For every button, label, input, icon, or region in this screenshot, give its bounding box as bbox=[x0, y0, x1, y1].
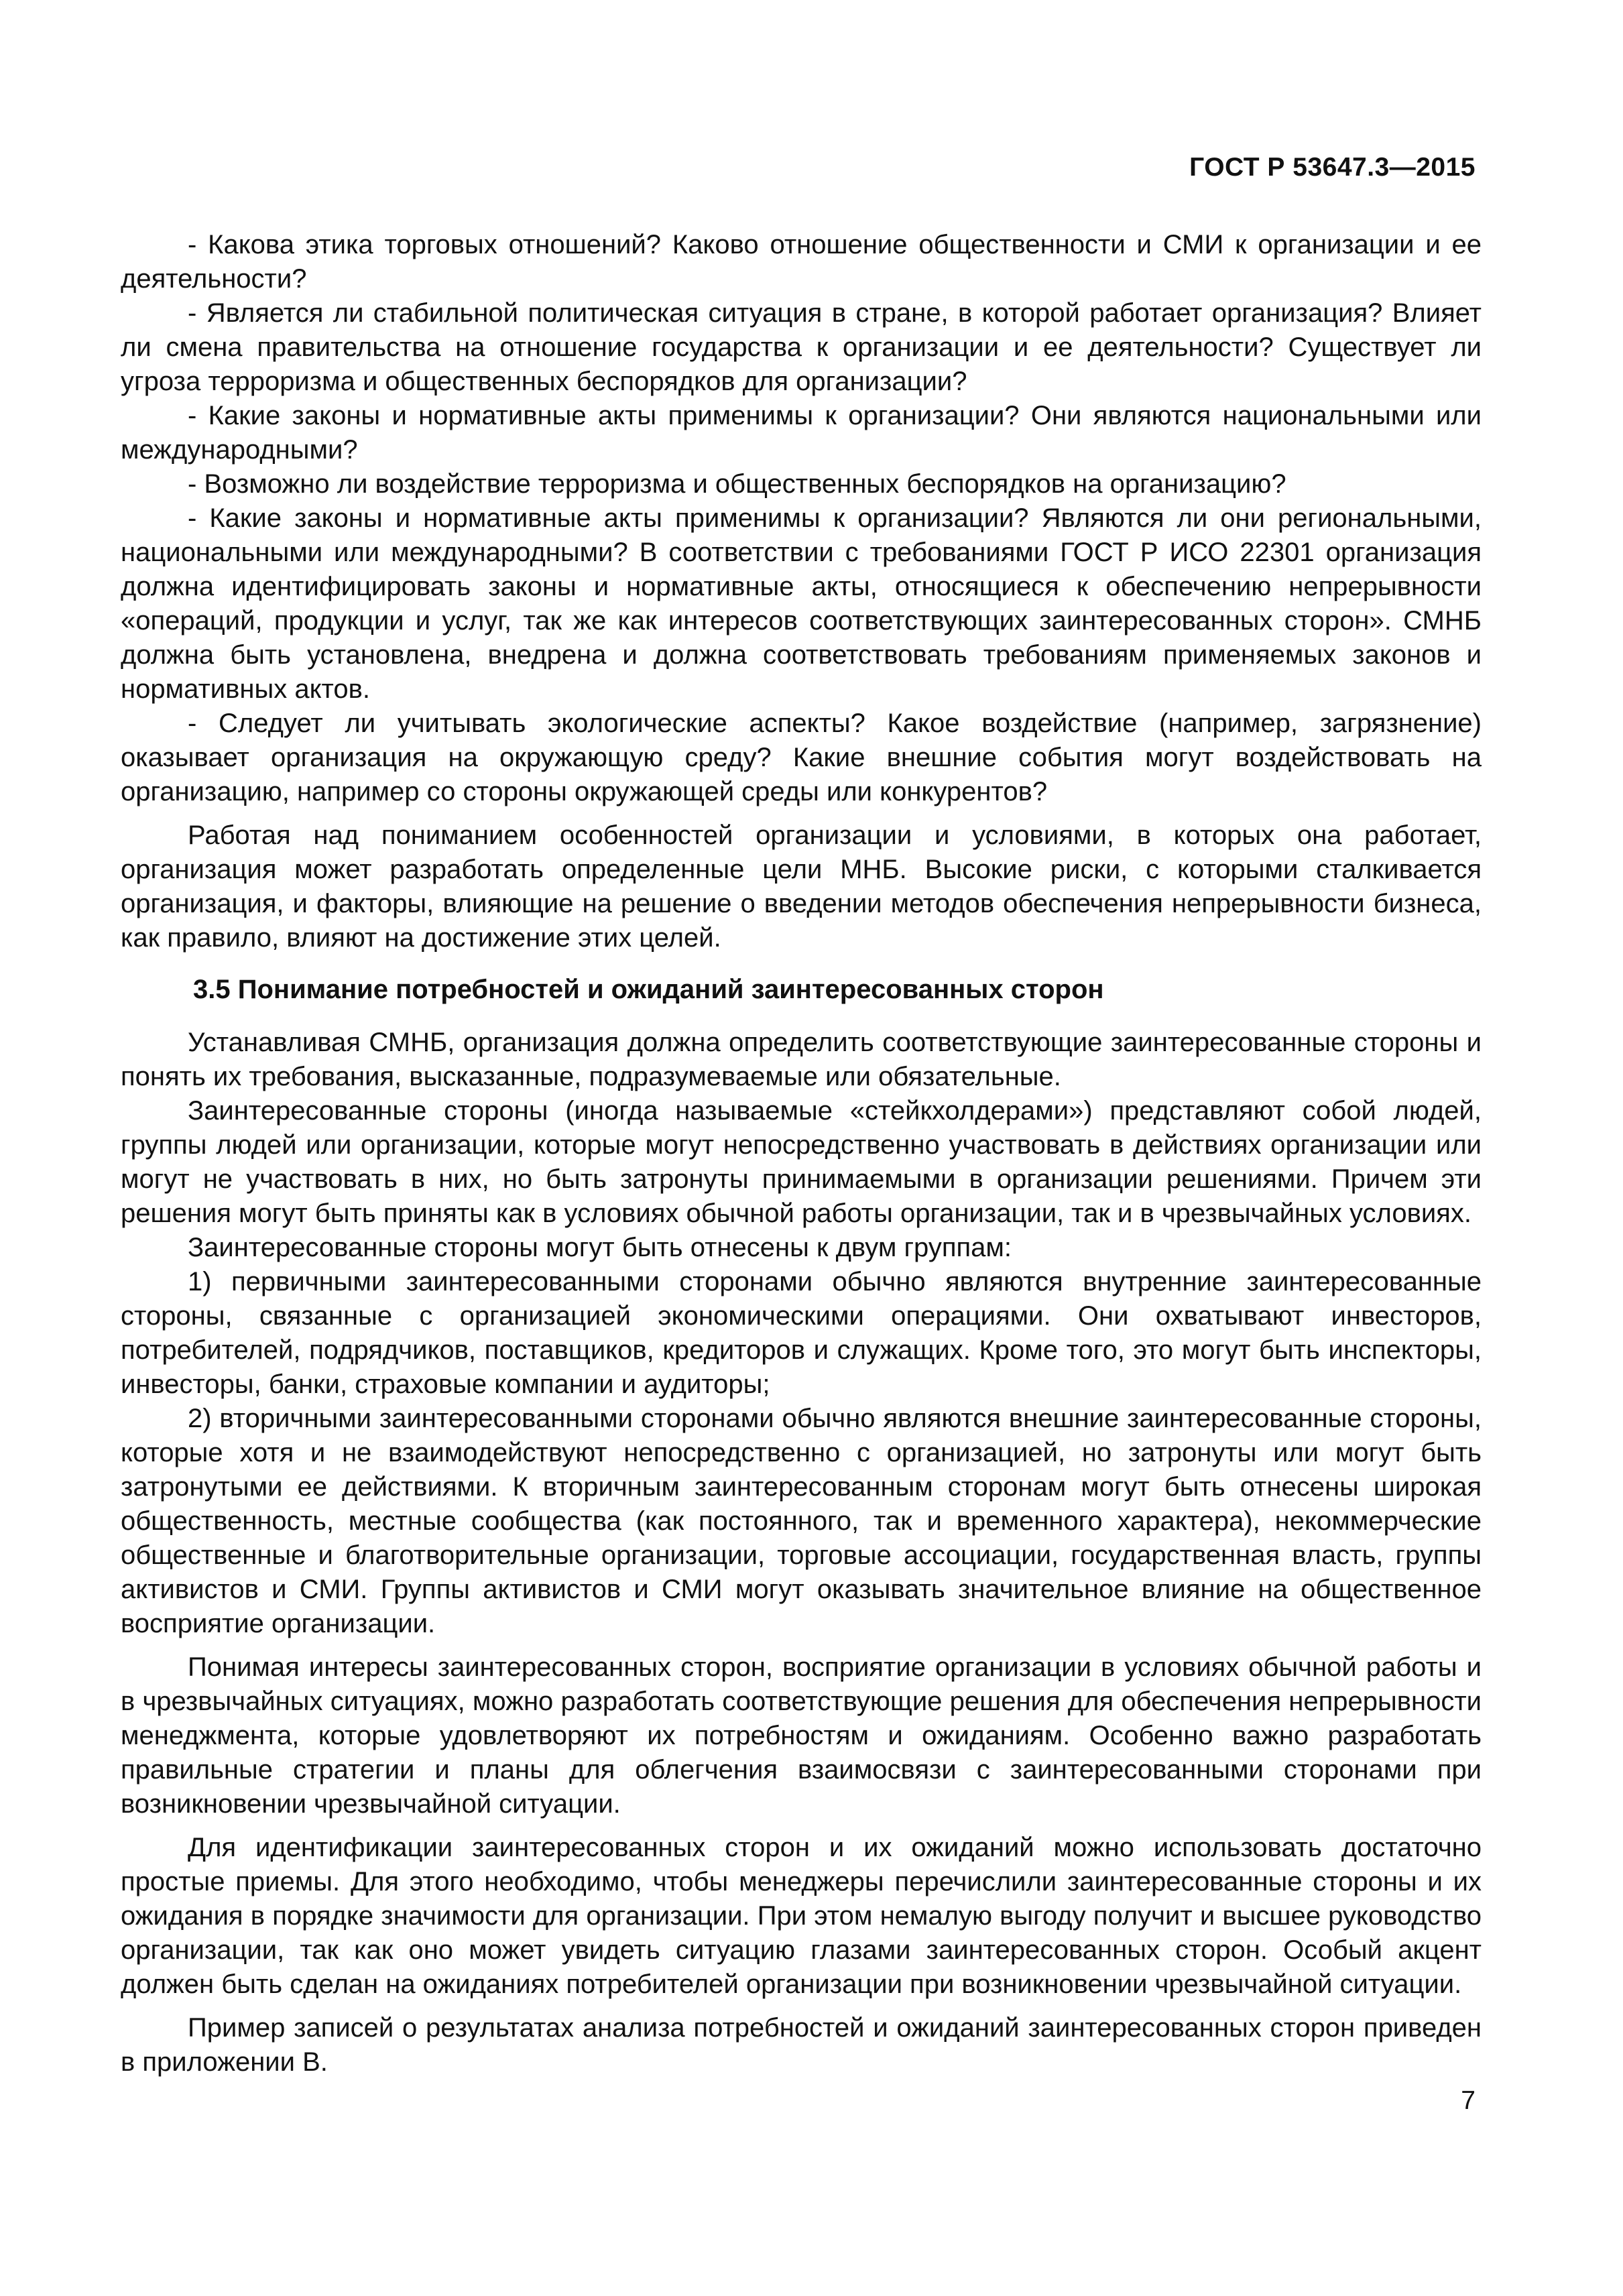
paragraph: Заинтересованные стороны могут быть отнесены к двум группам: bbox=[188, 1233, 1012, 1262]
document-body bbox=[121, 228, 1482, 2079]
paragraph: Заинтересованные стороны (иногда называемые «стейкхолдерами») представляют собой людей, группы людей или организации, которые могут непосредственно участвовать в действиях организации или могут не участвовать в них, но быть затронуты принимаемыми в организации решениями. Причем эти решения могут быть приняты как в условиях обычной работы организации, так и в чрезвычайных условиях. bbox=[121, 1096, 1482, 1228]
paragraph: Работая над пониманием особенностей организации и условиями, в которых она работает, организация может разработать определенные цели МНБ. Высокие риски, с которыми сталкивается организация, и факторы, влияющие на решение о введении методов обеспечения непрерывности бизнеса, как правило, влияют на достижение этих целей. bbox=[121, 821, 1482, 953]
paragraph: - Возможно ли воздействие терроризма и общественных беспорядков на организацию? bbox=[188, 469, 1286, 499]
paragraph: - Какова этика торговых отношений? Каково отношение общественности и СМИ к организации и ее деятельности? bbox=[121, 230, 1482, 294]
paragraph: Для идентификации заинтересованных сторон и их ожиданий можно использовать достаточно простые приемы. Для этого необходимо, чтобы менеджеры перечислили заинтересованные стороны и их ожидания в порядке значимости для организации. При этом немалую выгоду получит и высшее руководство организации, так как оно может увидеть ситуацию глазами заинтересованных сторон. Особый акцент должен быть сделан на ожиданиях потребителей организации при возникновении чрезвычайной ситуации. bbox=[121, 1833, 1482, 1999]
document-header: ГОСТ Р 53647.3—2015 bbox=[1189, 153, 1476, 182]
paragraph: - Какие законы и нормативные акты применимы к организации? Они являются национальными или международными? bbox=[121, 401, 1482, 465]
section-heading: 3.5 Понимание потребностей и ожиданий заинтересованных сторон bbox=[193, 975, 1104, 1004]
page-number: 7 bbox=[1461, 2086, 1476, 2115]
paragraph: - Какие законы и нормативные акты применимы к организации? Являются ли они региональными, национальными или международными? В соответствии с требованиями ГОСТ Р ИСО 22301 организация должна идентифицировать законы и нормативные акты, относящиеся к обеспечению непрерывности «операций, продукции и услуг, так же как интересов соответствующих заинтересованных сторон». СМНБ должна быть установлена, внедрена и должна соответствовать требованиям применяемых законов и нормативных актов. bbox=[121, 503, 1482, 704]
list-item: 1) первичными заинтересованными сторонами обычно являются внутренние заинтересованные стороны, связанные с организацией экономическими операциями. Они охватывают инвесторов, потребителей, подрядчиков, поставщиков, кредиторов и служащих. Кроме того, это могут быть инспекторы, инвесторы, банки, страховые компании и аудиторы; bbox=[121, 1267, 1482, 1399]
paragraph: - Является ли стабильной политическая ситуация в стране, в которой работает организация? Влияет ли смена правительства на отношение государства к организации и ее деятельности? Существует ли угроза терроризма и общественных беспорядков для организации? bbox=[121, 298, 1482, 396]
paragraph: Понимая интересы заинтересованных сторон, восприятие организации в условиях обычной работы и в чрезвычайных ситуациях, можно разработать соответствующие решения для обеспечения непрерывности менеджмента, которые удовлетворяют их потребностям и ожиданиям. Особенно важно разработать правильные стратегии и планы для облегчения взаимосвязи с заинтересованными сторонами при возникновении чрезвычайной ситуации. bbox=[121, 1652, 1482, 1819]
paragraph: Пример записей о результатах анализа потребностей и ожиданий заинтересованных сторон приведен в приложении В. bbox=[121, 2013, 1482, 2077]
paragraph: - Следует ли учитывать экологические аспекты? Какое воздействие (например, загрязнение) оказывает организация на окружающую среду? Какие внешние события могут воздействовать на организацию, например со стороны окружающей среды или конкурентов? bbox=[121, 709, 1482, 806]
paragraph: Устанавливая СМНБ, организация должна определить соответствующие заинтересованные стороны и понять их требования, высказанные, подразумеваемые или обязательные. bbox=[121, 1028, 1482, 1091]
list-item: 2) вторичными заинтересованными сторонами обычно являются внешние заинтересованные стороны, которые хотя и не взаимодействуют непосредственно с организацией, но затронуты или могут быть затронутыми ее действиями. К вторичным заинтересованным сторонам могут быть отнесены широкая общественность, местные сообщества (как постоянного, так и временного характера), некоммерческие общественные и благотворительные организации, торговые ассоциации, государственная власть, группы активистов и СМИ. Группы активистов и СМИ могут оказывать значительное влияние на общественное восприятие организации. bbox=[121, 1404, 1482, 1638]
